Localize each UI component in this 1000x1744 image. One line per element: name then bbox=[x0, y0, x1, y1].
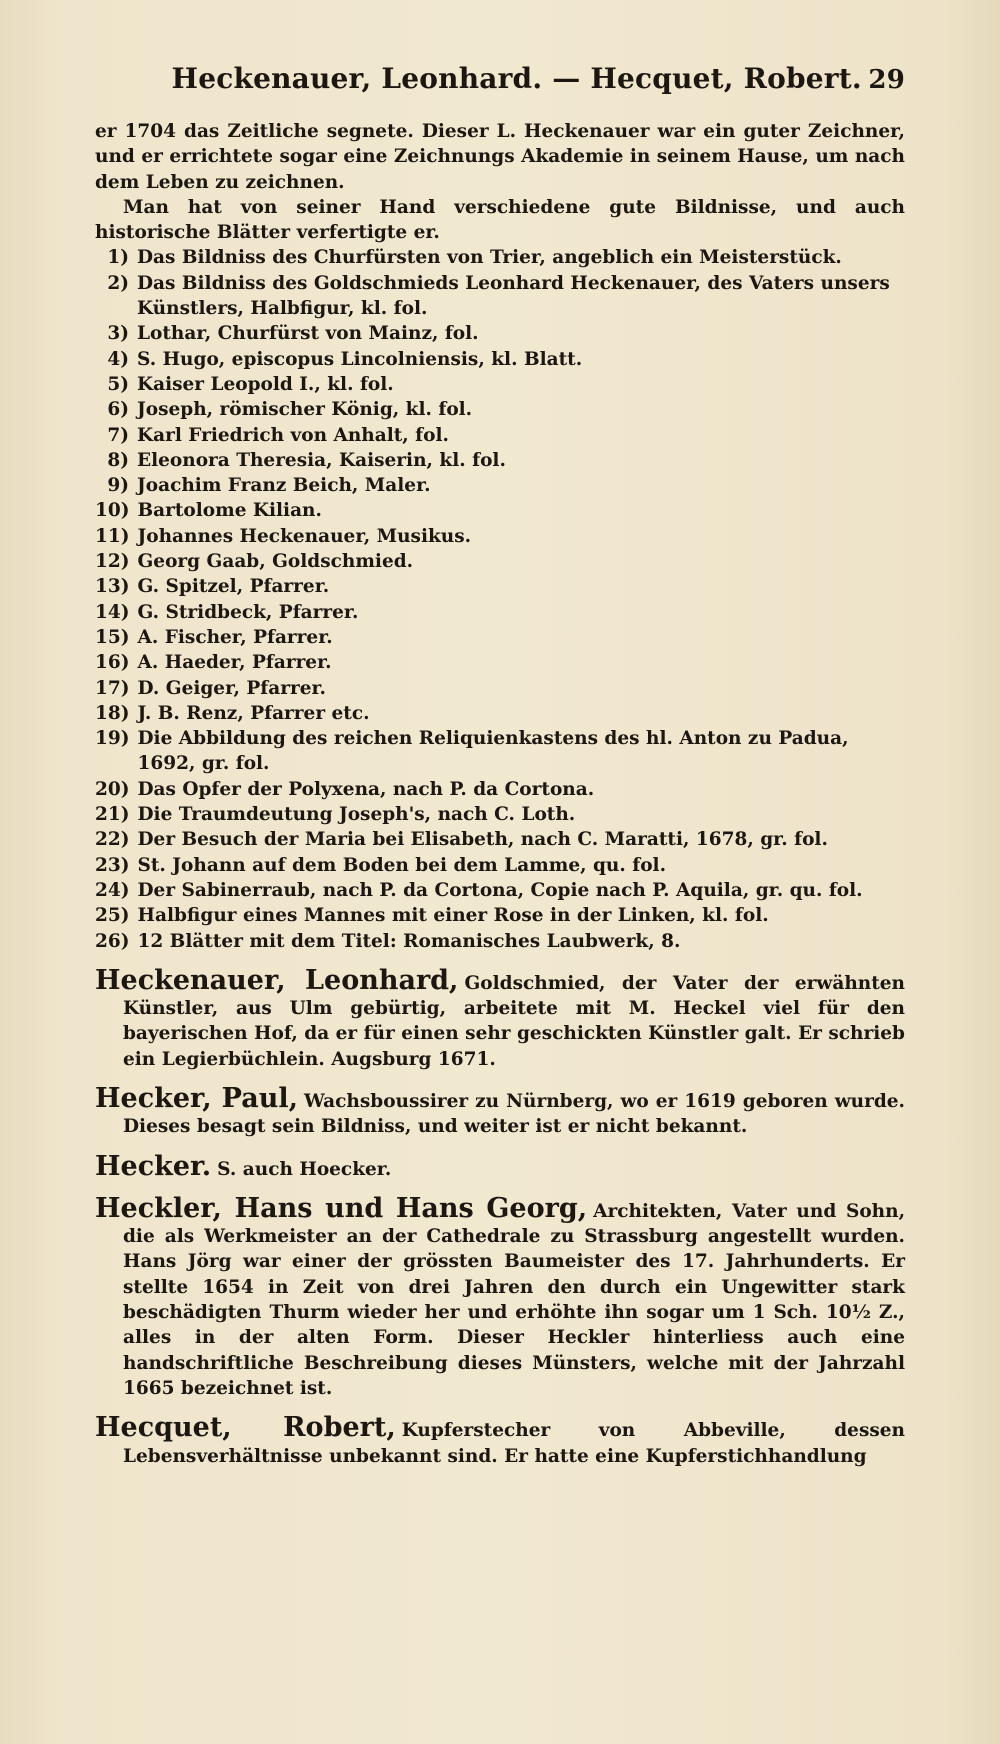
item-text: Das Opfer der Polyxena, nach P. da Cortona. bbox=[137, 778, 595, 800]
list-item bbox=[95, 600, 905, 625]
item-number: 4) bbox=[107, 348, 129, 370]
item-number: 3) bbox=[107, 323, 129, 345]
list-item bbox=[95, 574, 905, 599]
entry-headword: Heckenauer, Leonhard, bbox=[95, 964, 459, 996]
list-item bbox=[95, 473, 905, 498]
list-item bbox=[95, 878, 905, 903]
list-item bbox=[95, 498, 905, 523]
intro-paragraph: er 1704 das Zeitliche segnete. Dieser L. Heckenauer war ein guter Zeichner, und er errichtete sogar eine Zeichnungs Akademie in seinem Hause, um nach dem Leben zu zeichnen. bbox=[95, 121, 905, 193]
item-text: Joseph, römischer König, kl. fol. bbox=[137, 399, 473, 421]
list-item bbox=[95, 448, 905, 473]
item-text: Eleonora Theresia, Kaiserin, kl. fol. bbox=[137, 449, 506, 471]
entry-text: Goldschmied, der Vater der erwähnten Künstler, aus Ulm gebürtig, arbeitete mit M. Heckel viel für den bayerischen Hof, da er für einen sehr geschickten Künstler galt. Er schrieb ein Legierbüchlein. Augsburg 1671. bbox=[123, 972, 905, 1070]
list-item bbox=[95, 397, 905, 422]
works-list bbox=[95, 245, 905, 953]
item-number: 15) bbox=[95, 626, 130, 648]
item-number: 23) bbox=[95, 854, 130, 876]
item-number: 12) bbox=[95, 551, 130, 573]
item-text: Lothar, Churfürst von Mainz, fol. bbox=[137, 323, 479, 345]
item-number: 2) bbox=[107, 272, 129, 294]
item-text: Das Bildniss des Churfürsten von Trier, angeblich ein Meisterstück. bbox=[137, 247, 842, 269]
item-number: 16) bbox=[95, 652, 130, 674]
item-text: D. Geiger, Pfarrer. bbox=[137, 677, 326, 699]
item-number: 24) bbox=[95, 879, 130, 901]
entry-text: Architekten, Vater und Sohn, die als Werkmeister an der Cathedrale zu Strassburg angestellt wurden. Hans Jörg war einer der grössten Baumeister des 17. Jahrhunderts. Er stellte 1654 in Zeit von drei Jahren den durch ein Ungewitter stark beschädigten Thurm wieder her und erhöhte ihn sogar um 1 Sch. 10½ Z., alles in der alten Form. Dieser Heckler hinterliess auch eine handschriftliche Beschreibung dieses Münsters, welche mit der Jahrzahl 1665 bezeichnet ist. bbox=[123, 1200, 906, 1399]
entry-heckler bbox=[95, 1192, 906, 1401]
entry-text: Wachsboussirer zu Nürnberg, wo er 1619 geboren wurde. Dieses besagt sein Bildniss, und weiter ist er nicht bekannt. bbox=[123, 1090, 905, 1138]
item-text: St. Johann auf dem Boden bei dem Lamme, qu. fol. bbox=[137, 854, 667, 876]
running-head bbox=[95, 62, 905, 95]
list-item bbox=[95, 802, 905, 827]
item-text: S. Hugo, episcopus Lincolniensis, kl. Blatt. bbox=[137, 348, 583, 370]
list-item bbox=[95, 549, 905, 574]
item-text: A. Fischer, Pfarrer. bbox=[137, 626, 333, 648]
item-number: 6) bbox=[107, 399, 129, 421]
list-item bbox=[95, 271, 905, 322]
item-number: 7) bbox=[107, 424, 129, 446]
list-item bbox=[95, 676, 905, 701]
item-number: 11) bbox=[95, 525, 130, 547]
list-item bbox=[95, 903, 905, 928]
item-number: 19) bbox=[95, 728, 130, 750]
item-number: 13) bbox=[95, 576, 130, 598]
list-item bbox=[95, 650, 905, 675]
item-text: Die Traumdeutung Joseph's, nach C. Loth. bbox=[137, 804, 576, 826]
list-item bbox=[95, 853, 905, 878]
item-number: 9) bbox=[107, 475, 129, 497]
item-text: Georg Gaab, Goldschmied. bbox=[137, 551, 414, 573]
item-text: Die Abbildung des reichen Reliquienkastens des hl. Anton zu Padua, 1692, gr. fol. bbox=[137, 728, 849, 775]
entry-text: Kupferstecher von Abbeville, dessen Lebensverhältnisse unbekannt sind. Er hatte eine Kupferstichhandlung bbox=[123, 1420, 905, 1467]
list-item bbox=[95, 701, 905, 726]
list-item bbox=[95, 347, 905, 372]
running-head-title: Heckenauer, Leonhard. — Hecquet, Robert. bbox=[171, 62, 862, 95]
list-item bbox=[95, 929, 905, 954]
item-text: J. B. Renz, Pfarrer etc. bbox=[137, 702, 370, 724]
body-text bbox=[95, 119, 905, 1469]
list-item bbox=[95, 372, 905, 397]
item-text: Karl Friedrich von Anhalt, fol. bbox=[137, 424, 449, 446]
list-item bbox=[95, 726, 905, 777]
item-number: 25) bbox=[95, 905, 130, 927]
intro-paragraph-2: Man hat von seiner Hand verschiedene gute Bildnisse, und auch historische Blätter verfertigte er. bbox=[95, 196, 905, 244]
item-number: 26) bbox=[95, 930, 130, 952]
item-number: 1) bbox=[107, 247, 129, 269]
entry-heckenauer-leonhard bbox=[95, 964, 905, 1072]
item-number: 21) bbox=[95, 804, 130, 826]
item-text: Halbfigur eines Mannes mit einer Rose in der Linken, kl. fol. bbox=[137, 905, 769, 927]
list-item bbox=[95, 524, 905, 549]
item-text: G. Spitzel, Pfarrer. bbox=[137, 576, 330, 598]
list-item bbox=[95, 423, 905, 448]
item-text: Kaiser Leopold I., kl. fol. bbox=[137, 373, 394, 395]
item-text: Der Besuch der Maria bei Elisabeth, nach C. Maratti, 1678, gr. fol. bbox=[137, 829, 828, 851]
list-item bbox=[95, 777, 905, 802]
item-number: 10) bbox=[95, 500, 130, 522]
entry-hecker bbox=[95, 1150, 905, 1182]
entry-text: S. auch Hoecker. bbox=[217, 1158, 392, 1180]
item-text: Bartolome Kilian. bbox=[137, 500, 322, 522]
item-number: 5) bbox=[107, 373, 129, 395]
item-text: 12 Blätter mit dem Titel: Romanisches Laubwerk, 8. bbox=[137, 930, 681, 952]
item-number: 14) bbox=[95, 601, 130, 623]
item-number: 22) bbox=[95, 829, 130, 851]
list-item bbox=[95, 245, 905, 270]
item-text: Joachim Franz Beich, Maler. bbox=[137, 475, 431, 497]
item-text: G. Stridbeck, Pfarrer. bbox=[137, 601, 359, 623]
list-item bbox=[95, 625, 905, 650]
entry-headword: Hecker. bbox=[95, 1150, 212, 1182]
item-number: 20) bbox=[95, 778, 130, 800]
entry-hecker-paul bbox=[95, 1082, 905, 1140]
item-number: 8) bbox=[107, 449, 129, 471]
item-number: 18) bbox=[95, 702, 130, 724]
item-text: Der Sabinerraub, nach P. da Cortona, Copie nach P. Aquila, gr. qu. fol. bbox=[137, 879, 863, 901]
entry-headword: Hecker, Paul, bbox=[95, 1082, 298, 1114]
entry-hecquet-robert bbox=[95, 1412, 905, 1469]
item-text: Das Bildniss des Goldschmieds Leonhard Heckenauer, des Vaters unsers Künstlers, Halbfigur, kl. fol. bbox=[137, 272, 890, 320]
page-number: 29 bbox=[868, 65, 905, 95]
list-item bbox=[95, 827, 905, 852]
item-text: Johannes Heckenauer, Musikus. bbox=[137, 525, 472, 547]
list-item bbox=[95, 321, 905, 346]
item-number: 17) bbox=[95, 677, 130, 699]
entry-headword: Hecquet, Robert, bbox=[95, 1412, 396, 1444]
item-text: A. Haeder, Pfarrer. bbox=[137, 652, 332, 674]
entry-headword: Heckler, Hans und Hans Georg, bbox=[95, 1192, 588, 1224]
